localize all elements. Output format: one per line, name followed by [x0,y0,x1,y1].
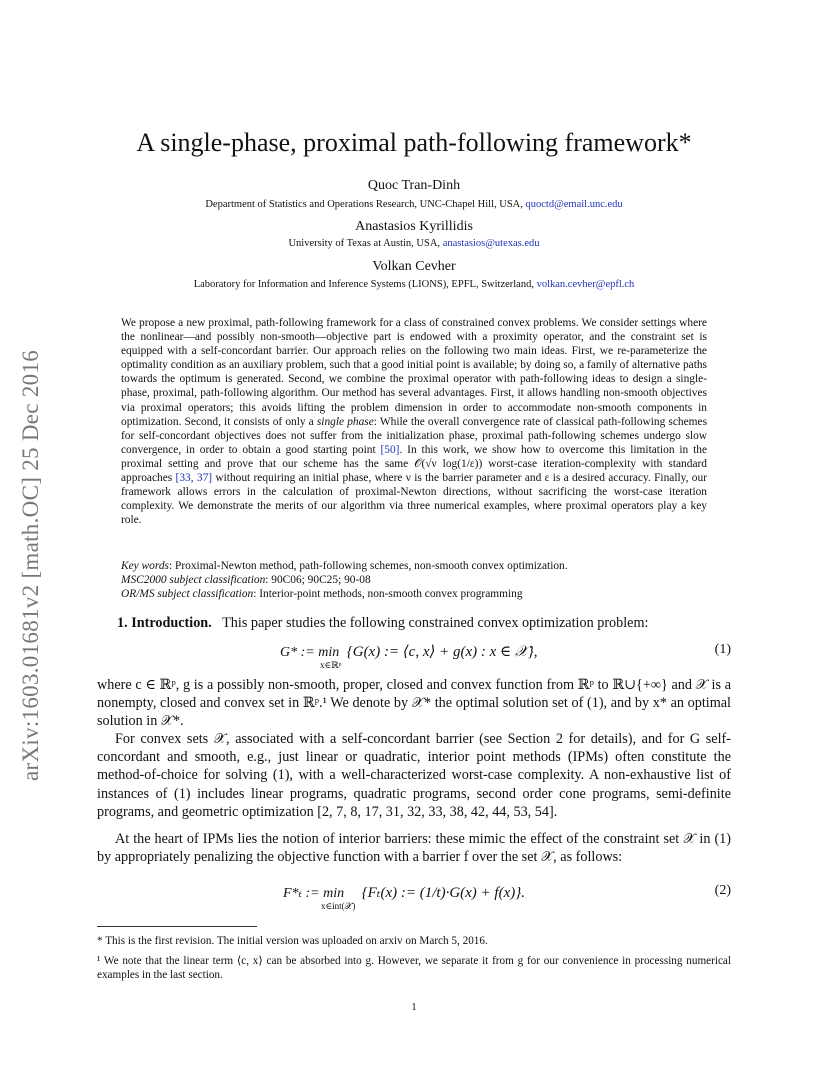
orms-line [121,587,721,601]
equation-1-number: (1) [714,642,731,657]
abstract-text: . In this work, we show how to overcome this limitation in the proximal setting and prove that our scheme has the same 𝒪(√ν log(1/ε)) worst-case iteration-complexity with standard approaches [121,443,707,485]
abstract-text: We propose a new proximal, path-following framework for a class of constrained convex problems. We consider settings where the nonlinear—and possibly non-smooth—objective part is endowed with a proximity operator, and the constraint set is equipped with a self-concordant barrier. Our approach relies on the following two main ideas. First, we re-parameterize the optimality condition as an auxiliary problem, such that a good initial point is available; by doing so, a family of alternative paths towards the optimum is generated. Second, we combine the proximal operator with path-following ideas to design a single-phase, proximal, path-following algorithm. Our method has several advantages. First, it allows handling non-smooth objectives via proximal operators; this avoids lifting the problem dimension in order to accommodate non-smooth components in optimization. Second, it consists of only a [121,317,707,428]
paper-title: A single-phase, proximal path-following framework* [136,128,692,157]
affiliation-text: University of Texas at Austin, USA, [288,238,441,249]
orms-label: OR/MS subject classification [121,588,254,600]
keywords-text: : Proximal-Newton method, path-following schemes, non-smooth convex optimization. [169,560,568,572]
intro-lead-text: This paper studies the following constrained convex optimization problem: [222,615,649,631]
citation-link[interactable]: [33, 37] [175,472,213,485]
msc-text: : 90C06; 90C25; 90-08 [265,574,371,586]
orms-text: : Interior-point methods, non-smooth convex programming [253,588,523,600]
msc-line [121,573,721,587]
equation-2-lhs: F*ₜ := min [283,886,345,901]
page-number: 1 [411,1001,417,1013]
section-heading: 1. Introduction. [117,615,212,631]
author-name: Quoc Tran-Dinh [367,178,461,193]
email-link[interactable]: volkan.cevher@epfl.ch [536,279,635,290]
author-affiliation [0,279,828,290]
affiliation-text: Laboratory for Information and Inference Systems (LIONS), EPFL, Switzerland, [193,279,534,290]
affiliation-text: Department of Statistics and Operations Research, UNC-Chapel Hill, USA, [205,199,523,210]
equation-1-body: {G(x) := ⟨c, x⟩ + g(x) : x ∈ 𝒳}, [346,644,538,660]
footnote-one: ¹ We note that the linear term ⟨c, x⟩ can be absorbed into g. However, we separate it from g for our convenience in processing numerical examples in the last section. [97,955,731,981]
equation-1-content [280,642,538,670]
equation-1-lhs: G* := min [280,645,340,660]
author-name: Anastasios Kyrillidis [355,219,473,234]
author-affiliation [0,238,828,249]
equation-2-body: {Fₜ(x) := (1/t)·G(x) + f(x)}. [361,885,525,901]
intro-paragraph-3: At the heart of IPMs lies the notion of interior barriers: these mimic the effect of the constraint set 𝒳 in (1) by appropriately penalizing the objective function with a barrier f over the set 𝒳, as follows: [97,831,731,866]
abstract [121,316,707,527]
equation-2-number: (2) [714,883,731,898]
keywords-line [121,559,721,573]
abstract-text: without requiring an initial phase, where ν is the barrier parameter and ε is a desired accuracy. Finally, our framework allows errors in the calculation of proximal-Newton directions, without sacrificing the worst-case iteration complexity. We demonstrate the merits of our algorithm via three numerical examples, where proximal operators play a key role. [121,472,707,527]
email-link[interactable]: anastasios@utexas.edu [442,238,540,249]
equation-1-subscript: x∈ℝᵖ [320,660,342,670]
equation-2-subscript: x∈int(𝒳) [321,901,356,911]
abstract-text: : While the overall convergence rate of classical path-following schemes for self-concordant objectives does not suffer from the initialization phase, proximal path-following schemes undergo slow convergence, in order to obtain a good starting point [121,415,708,456]
intro-paragraph-1: where c ∈ ℝᵖ, g is a possibly non-smooth, proper, closed and convex function from ℝᵖ to ℝ∪{+∞} and 𝒳 is a nonempty, closed and convex set in ℝᵖ.¹ We denote by 𝒳* the optimal solution set of (1), and by x* an optimal solution in 𝒳*. [97,677,731,730]
abstract-emphasis: single phase [316,415,374,428]
intro-paragraph-2: For convex sets 𝒳, associated with a self-concordant barrier (see Section 2 for details), and for G self-concordant and smooth, e.g., just linear or quadratic, interior point methods (IPMs) often constitute the method-of-choice for solving (1), with a well-characterized worst-case complexity. A non-exhaustive list of instances of (1) includes linear programs, quadratic programs, second order cone programs, semi-definite programs, and geometric optimization [2, 7, 8, 17, 31, 32, 33, 38, 42, 44, 53, 54]. [97,731,731,820]
footnote-star: * This is the first revision. The initial version was uploaded on arxiv on March 5, 2016. [97,935,488,947]
author-affiliation [0,199,828,210]
keywords-label: Key words [121,560,169,572]
arxiv-stamp: arXiv:1603.01681v2 [math.OC] 25 Dec 2016 [18,349,43,781]
author-name: Volkan Cevher [372,259,456,274]
footnote-rule [97,926,257,927]
email-link[interactable]: quoctd@email.unc.edu [525,199,623,210]
intro-lead [97,614,731,632]
msc-label: MSC2000 subject classification [121,574,266,586]
equation-2-content [283,883,525,911]
citation-link[interactable]: [50] [380,443,400,456]
